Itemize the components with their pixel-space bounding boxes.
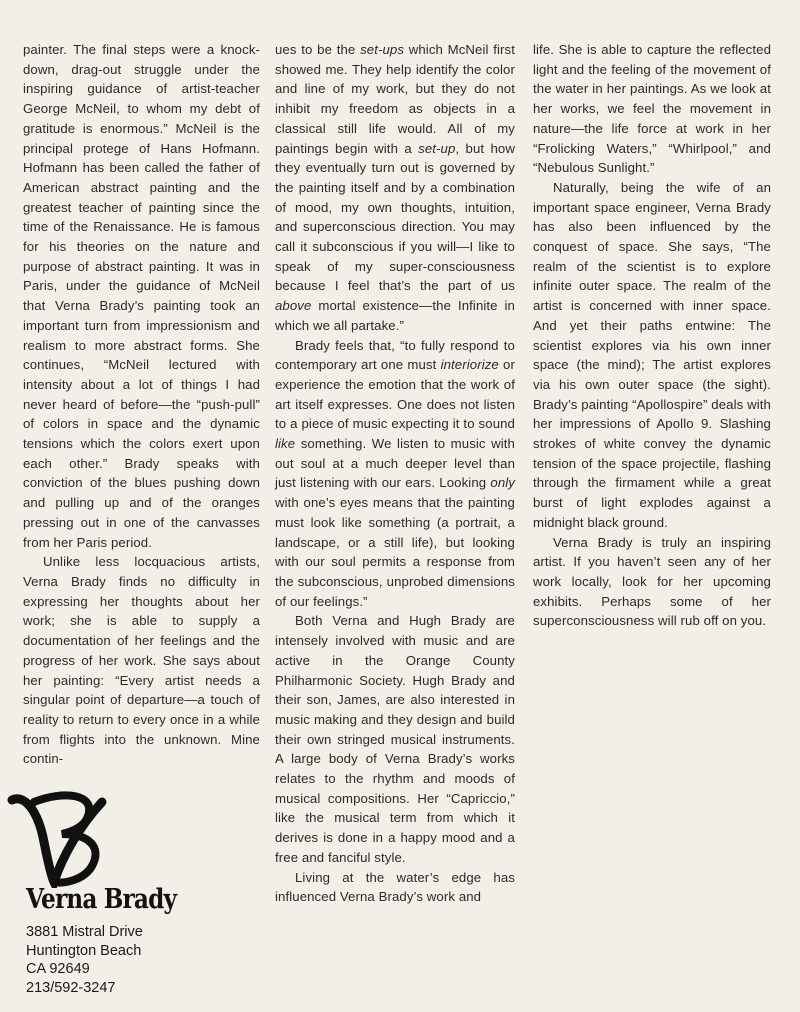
paragraph: life. She is able to capture the reflected light and the feeling of the movement of the water in her paintings. As we look at her works, we feel the movement in nature—the life force at work in her “Frolicking Waters,” “Whirlpool,” and “Nebulous Sunlight.” [533,42,771,176]
signature-name: Verna Brady [26,884,177,915]
article-column-3 [533,40,771,631]
phone-number: 213/592-3247 [26,979,116,996]
address-line: Huntington Beach [26,942,142,959]
paragraph: Living at the water’s edge has influenced Verna Brady’s work and [275,869,515,905]
paragraph: painter. The final steps were a knock-down, drag-out struggle under the inspiring guidance of artist-teacher George McNeil, to whom my debt of gratitude is enormous.” McNeil is the principal protege of Hans Hofmann. Hofmann has been called the father of American abstract painting and the greatest teacher of painting since the time of the Renaissance. He is famous for his theories on the nature and purpose of abstract painting. It was in Paris, under the guidance of McNeil that Verna Brady’s painting took an important turn from impressionism and realism to more abstract forms. She continues, “McNeil lectured with intensity about a lot of things I had never heard of before—the “push-pull” of colors in space and the dynamic tensions which the colors exert upon each other.” Brady speaks with conviction of the blues pushing down and pulling up and of the oranges pressing out in one of the canvasses from her Paris period. [23,42,260,550]
paragraph: ues to be the set-ups which McNeil first showed me. They help identify the color and line of my work, but they do not inhibit my freedom as objects in a classical still life would. All of my paintings begin with a set-up, but how they eventually turn out is governed by the painting itself and by a combination of mood, my own thoughts, intuition, and superconscious direction. You may call it subconscious if you will—I like to speak of my super-consciousness because I feel that’s the part of us above mortal existence—the Infinite in which we all partake.” [275,42,515,333]
vb-monogram-logo [4,788,114,888]
paragraph: Brady feels that, “to fully respond to contemporary art one must interiorize or experience the emotion that the work of art itself expresses. One does not listen to a piece of music expecting it to sound like something. We listen to music with out soul at a much deeper level than just listening with our ears. Looking only with one’s eyes means that the painting must look like something (a portrait, a landscape, or a still life), but looking with our soul permits a response from the subconscious, unprobed dimensions of our feelings.” [275,337,515,609]
address-line: 3881 Mistral Drive [26,924,143,940]
paragraph: Naturally, being the wife of an important space engineer, Verna Brady has also been influenced by the conquest of space. She says, “The realm of the scientist is to explore infinite outer space. The realm of the artist is concerned with inner space. And yet their paths entwine: The scientist explores via his own inner space (the mind); The artist explores via his own outer space (the sight). Brady’s painting “Apollospire” deals with her impressions of Apollo 9. Slashing strokes of white convey the dynamic tension of the space projectile, flashing through the firmament while a great burst of light explodes against a midnight black ground. [533,179,771,530]
address-line: CA 92649 [26,961,90,977]
address-block [26,923,143,997]
article-column-2 [275,40,515,907]
paragraph: Unlike less locquacious artists, Verna Brady finds no difficulty in expressing her thoughts about her work; she is able to supply a documentation of her feelings and the progress of her work. She says about her painting: “Every artist needs a singular point of departure—a touch of reality to return to every once in a while from flights into the unknown. Mine contin- [23,554,260,767]
article-column-1 [23,40,260,769]
paragraph: Both Verna and Hugh Brady are intensely involved with music and are active in the Orange County Philharmonic Society. Hugh Brady and their son, James, are also interested in music making and they design and build their own stringed musical instruments. A large body of Verna Brady’s works relates to the rhythm and moods of musical compositions. Her “Capriccio,” like the musical term from which it derives is done in a happy mood and a free and fanciful style. [275,613,515,865]
paragraph: Verna Brady is truly an inspiring artist. If you haven’t seen any of her work locally, look for her upcoming exhibits. Perhaps some of her superconsciousness will rub off on you. [533,534,771,629]
